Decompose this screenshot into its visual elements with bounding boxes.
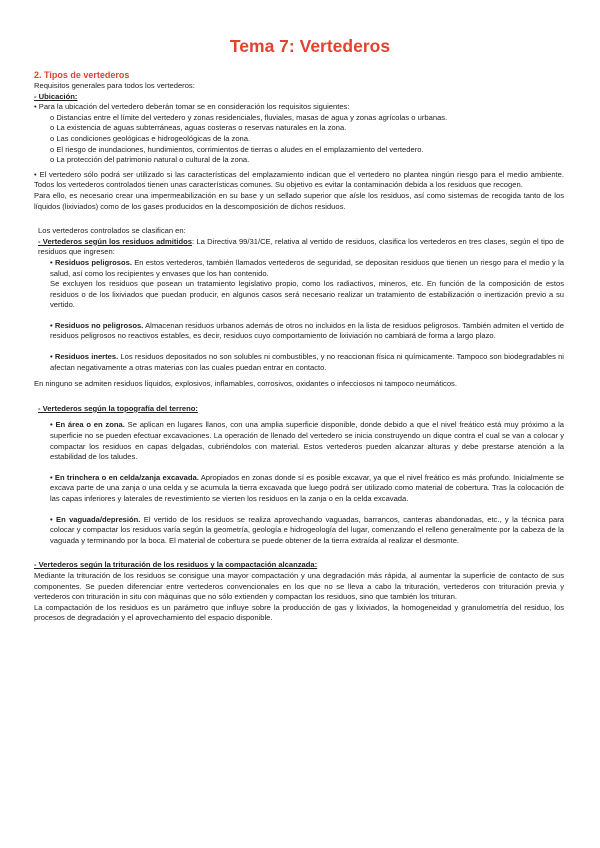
residuos-admitidos-text: : La Directiva 99/31/CE, relativa al vertido de residuos, clasifica los vertederos en tres clases, según el tipo de residuos que ingresen: bbox=[38, 236, 564, 257]
vaguada-paragraph bbox=[50, 515, 564, 547]
no-peligrosos-text: Almacenan residuos urbanos además de otros no incluidos en la lista de residuos peligrosos. También admiten el vertido de residuos peligrosos no reactivos estables, es decir, residuos cuyo comportamiento de lixiviación no cambiará de forma a largo plazo. bbox=[50, 320, 565, 341]
no-peligrosos-paragraph bbox=[50, 321, 564, 342]
clasificacion-lead: Los vertederos controlados se clasifican en: bbox=[38, 226, 186, 236]
trituracion-heading: - Vertederos según la trituración de los residuos y la compactación alcanzada: bbox=[34, 560, 318, 570]
ubicacion-lead: • Para la ubicación del vertedero deberán tomar se en consideración los requisitos siguientes: bbox=[34, 102, 350, 112]
ubicacion-paragraph-2: Para ello, es necesario crear una impermeabilización en su base y un sellado superior que aísle los residuos, así como sistemas de recogida tanto de los líquidos (lixiviados) como de los gases producidos en la descomposición de dichos residuos. bbox=[34, 190, 564, 211]
section-heading: 2. Tipos de vertederos bbox=[34, 70, 130, 80]
list-item: o La protección del patrimonio natural o cultural de la zona. bbox=[50, 155, 250, 165]
area-label: • En área o en zona. bbox=[50, 420, 125, 430]
inertes-text: Los residuos depositados no son solubles ni combustibles, y no reaccionan física ni químicamente. Tampoco son biodegradables ni afectan negativamente a otras materias con las cuales puedan entrar en contacto. bbox=[50, 352, 564, 372]
ubicacion-paragraph-1: • El vertedero sólo podrá ser utilizado si las características del emplazamiento indican que el vertedero no plantea ningún riesgo para el medio ambiente. Todos los vertederos controlados tienen unas características comunes. Su objetivo es evitar la contaminación debida a los residuos que recogen. bbox=[34, 169, 564, 190]
page-title: Tema 7: Vertederos bbox=[229, 36, 391, 56]
residuos-admitidos-heading: - Vertederos según los residuos admitidos bbox=[38, 236, 193, 246]
trinchera-label: • En trinchera o en celda/zanja excavada. bbox=[50, 472, 199, 482]
list-item: o La existencia de aguas subterráneas, aguas costeras o reservas naturales en la zona. bbox=[50, 123, 347, 133]
ubicacion-heading: - Ubicación: bbox=[34, 91, 78, 101]
trinchera-text: Apropiados en zonas donde sí es posible excavar, ya que el nivel freático es más profundo. Inicialmente se excava parte de una zanja o una celda y se acumula la tierra excavada que luego podrá ser utilizado como material de cobertura. Tras la colocación de las capas inferiores y laterales de revestimiento se vierten los residuos en la zanja o en la celda excavada. bbox=[50, 472, 564, 503]
list-item: o Distancias entre el límite del vertedero y zonas residenciales, fluviales, masas de agua y zonas agrícolas o urbanas. bbox=[50, 112, 448, 122]
trinchera-paragraph bbox=[50, 473, 564, 505]
peligrosos-text: En estos vertederos, también llamados vertederos de seguridad, se depositan residuos que tienen un riesgo para el medio y la salud, así como los recipientes y envases que los han contenido. bbox=[50, 257, 564, 278]
ubicacion-list bbox=[34, 113, 564, 166]
area-paragraph bbox=[50, 420, 564, 462]
peligrosos-paragraph-2: Se excluyen los residuos que posean un tratamiento legislativo propio, como los radiactivos, mineros, etc. En función de la composición de estos residuos o de los lixiviados que puedan producir, en algunos casos será necesario realizar un tratamiento de estabilización o inertización previo a su vertido. bbox=[50, 279, 564, 310]
ninguno-paragraph: En ninguno se admiten residuos líquidos, explosivos, inflamables, corrosivos, oxidantes o infecciosos ni tampoco neumáticos. bbox=[34, 379, 457, 389]
trituracion-paragraph-2: La compactación de los residuos es un parámetro que influye sobre la producción de gas y lixiviados, la homogeneidad y granulometría del residuo, los procesos de degradación y el aprovechamiento del espacio disponible. bbox=[34, 602, 564, 623]
trituracion-paragraph-1: Mediante la trituración de los residuos se consigue una mayor compactación y una degradación más rápida, al aumentar la superficie de contacto de sus componentes. Se pueden diferenciar entre vertederos convencionales en los que no se lleva a cabo la trituración, vertederos con trituración previa y vertederos con trituración in situ con máquinas que no sólo extienden y compactan los residuos, sino que también los trituran. bbox=[34, 570, 564, 602]
inertes-paragraph bbox=[50, 352, 564, 373]
list-item: o El riesgo de inundaciones, hundimientos, corrimientos de tierras o aludes en el emplazamiento del vertedero. bbox=[50, 144, 424, 154]
document-page bbox=[34, 36, 564, 624]
intro-text: Requisitos generales para todos los vertederos: bbox=[34, 81, 195, 90]
no-peligrosos-label: • Residuos no peligrosos. bbox=[50, 320, 144, 330]
peligrosos-paragraph bbox=[50, 258, 564, 279]
area-text: Se aplican en lugares llanos, con una amplia superficie disponible, donde debido a que el nivel freático está muy próximo a la superficie no se pueden efectuar excavaciones. La operación de llenado del vertedero se inicia construyendo un dique contra el cual se van a colocar y compactar los residuos en capas delgadas, cubriéndolos con material. Estos vertederos pueden alcanzar alturas y debe prestarse atención a la estabilidad de los taludes. bbox=[50, 420, 564, 462]
vaguada-label: • En vaguada/depresión. bbox=[50, 514, 141, 524]
vaguada-text: El vertido de los residuos se realiza aprovechando vaguadas, barrancos, canteras abandonadas, etc., y la técnica para colocar y compactar los residuos varía según la geometría, geología e hidrogeología del lugar, comenzando el relleno generalmente por la cabeza de la vaguada y terminando por la boca. El material de cobertura se puede obtener de la tierra extraída al realizar el desmonte. bbox=[50, 514, 564, 545]
topografia-heading: - Vertederos según la topografía del terreno: bbox=[38, 403, 198, 413]
residuos-admitidos-paragraph bbox=[38, 237, 564, 258]
peligrosos-label: • Residuos peligrosos. bbox=[50, 257, 132, 267]
list-item: o Las condiciones geológicas e hidrogeológicas de la zona. bbox=[50, 133, 251, 143]
inertes-label: • Residuos inertes. bbox=[50, 352, 119, 362]
